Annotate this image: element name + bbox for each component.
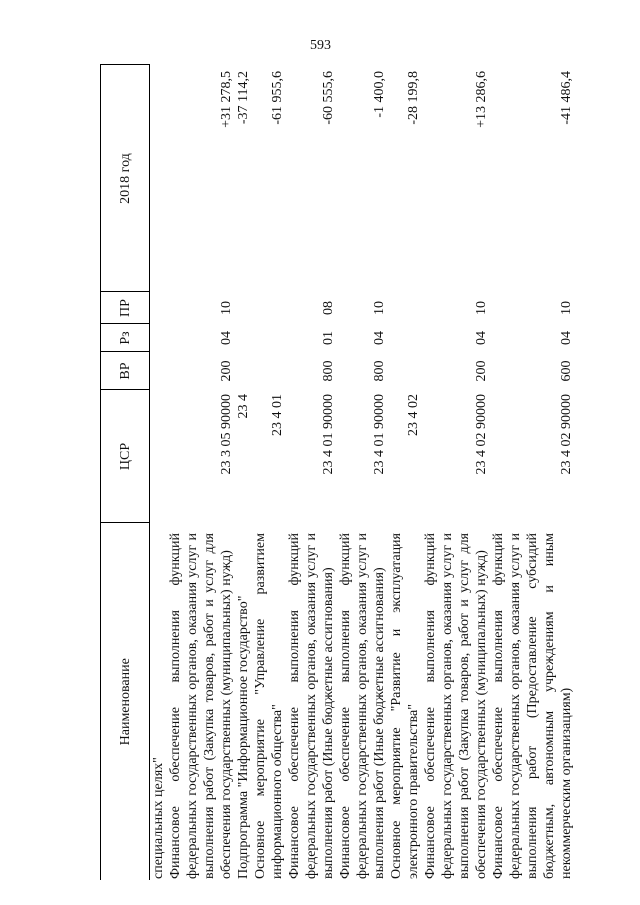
rotated-table-container <box>100 65 635 880</box>
row-rz <box>388 324 422 352</box>
table-row <box>490 65 575 880</box>
row-csr: 23 3 05 90000 <box>219 394 234 475</box>
row-csr <box>150 390 168 523</box>
row-rz: 04 <box>559 331 574 345</box>
row-rz <box>252 324 286 352</box>
row-vr: 800 <box>321 360 336 382</box>
table-header-row <box>101 65 150 880</box>
row-amount: +13 286,6 <box>474 71 489 128</box>
row-pr <box>150 292 168 324</box>
row-rz <box>235 324 252 352</box>
row-pr: 08 <box>321 301 336 315</box>
row-pr: 10 <box>474 301 489 315</box>
row-rz: 04 <box>372 331 387 345</box>
row-csr: 23 4 01 90000 <box>372 394 387 475</box>
table-row <box>252 65 286 880</box>
row-name: Основное мероприятие "Развитие и эксплуатация электронного правительства" <box>389 533 421 879</box>
row-csr: 23 4 01 90000 <box>321 394 336 475</box>
header-rz: Рз <box>101 324 150 352</box>
header-name: Наименование <box>101 523 150 880</box>
header-year: 2018 год <box>101 65 150 292</box>
row-pr: 10 <box>559 301 574 315</box>
row-csr: 23 4 02 90000 <box>474 394 489 475</box>
row-rz <box>150 324 168 352</box>
row-pr <box>252 292 286 324</box>
budget-table <box>100 65 575 881</box>
row-name: Основное мероприятие "Управление развитием информационного общества" <box>253 533 285 879</box>
table-row <box>167 65 235 880</box>
row-vr: 200 <box>219 360 234 382</box>
table-row <box>388 65 422 880</box>
row-csr: 23 4 02 <box>406 394 421 436</box>
header-csr: ЦСР <box>101 390 150 523</box>
row-pr <box>388 292 422 324</box>
row-name: Финансовое обеспечение выполнения функций федеральных государственных органов, оказания услуг и выполнения работ (Иные бюджетные ассигнования) <box>338 533 387 879</box>
table-row <box>235 65 252 880</box>
row-pr: 10 <box>219 301 234 315</box>
row-pr: 10 <box>372 301 387 315</box>
row-amount: -28 199,8 <box>406 71 421 125</box>
row-csr: 23 4 02 90000 <box>559 394 574 475</box>
row-vr: 800 <box>372 360 387 382</box>
row-name: специальных целях" <box>151 757 166 879</box>
row-amount: +31 278,5 <box>219 71 234 128</box>
table-row <box>422 65 490 880</box>
row-vr <box>235 352 252 390</box>
row-vr: 600 <box>559 360 574 382</box>
row-pr <box>235 292 252 324</box>
row-name: Финансовое обеспечение выполнения функций федеральных государственных органов, оказания услуг и выполнения работ (Предоставление субсидий бюджетным, автономным учреждениям и иным некоммерческим организациям) <box>491 533 574 879</box>
row-vr <box>252 352 286 390</box>
table-row <box>337 65 388 880</box>
row-name: Финансовое обеспечение выполнения функций федеральных государственных органов, оказания услуг и выполнения работ (Иные бюджетные ассигнования) <box>287 533 336 879</box>
row-amount: -37 114,2 <box>236 71 251 125</box>
row-csr: 23 4 <box>236 394 251 419</box>
row-rz: 04 <box>219 331 234 345</box>
row-csr: 23 4 01 <box>270 394 285 436</box>
row-vr <box>150 352 168 390</box>
row-vr: 200 <box>474 360 489 382</box>
row-name: Подпрограмма "Информационное государство" <box>236 595 251 879</box>
row-rz: 01 <box>321 331 336 345</box>
table-row <box>150 65 168 880</box>
row-amount <box>150 65 168 292</box>
row-amount: -1 400,0 <box>372 71 387 118</box>
row-amount: -61 955,6 <box>270 71 285 125</box>
row-name: Финансовое обеспечение выполнения функций федеральных государственных органов, оказания услуг и выполнения работ (Закупка товаров, работ и услуг для обеспечения государственных (муниципальных) нужд) <box>168 533 234 879</box>
row-amount: -41 486,4 <box>559 71 574 125</box>
row-name: Финансовое обеспечение выполнения функций федеральных государственных органов, оказания услуг и выполнения работ (Закупка товаров, работ и услуг для обеспечения государственных (муниципальных) нужд) <box>423 533 489 879</box>
header-pr: ПР <box>101 292 150 324</box>
header-vr: ВР <box>101 352 150 390</box>
row-vr <box>388 352 422 390</box>
page-number: 593 <box>310 38 331 53</box>
row-amount: -60 555,6 <box>321 71 336 125</box>
table-row <box>286 65 337 880</box>
row-rz: 04 <box>474 331 489 345</box>
